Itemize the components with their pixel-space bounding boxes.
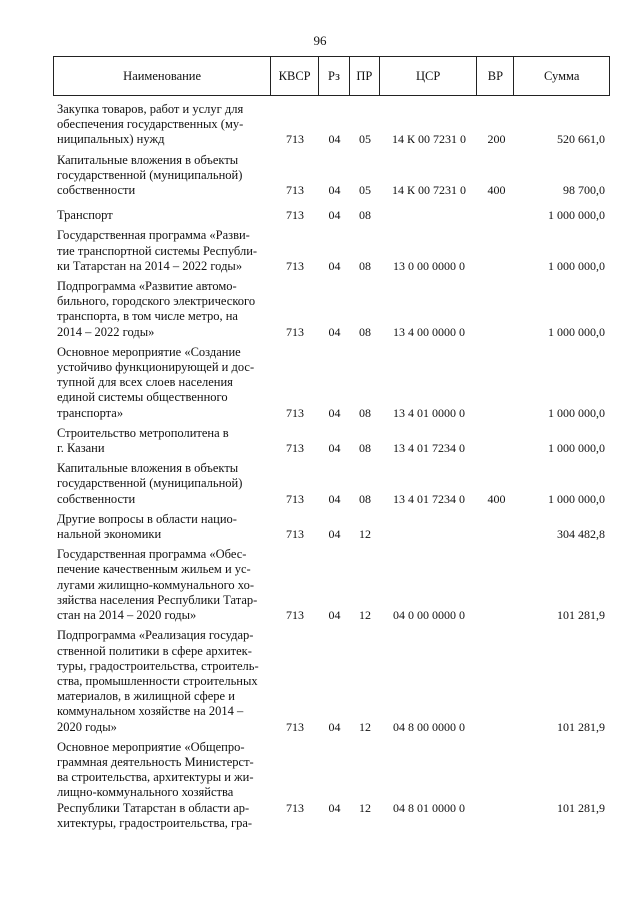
table-row <box>53 740 610 831</box>
row-sum: 304 482,8 <box>557 527 605 542</box>
row-csr: 13 0 00 0000 0 <box>393 258 465 273</box>
page-number: 96 <box>313 33 327 48</box>
row-pr: 12 <box>359 800 371 815</box>
row-pr: 08 <box>359 258 371 273</box>
row-sum: 101 281,9 <box>557 800 605 815</box>
row-rz: 04 <box>328 405 341 420</box>
table-row <box>53 153 610 199</box>
table-row <box>53 345 610 421</box>
row-csr: 13 4 00 0000 0 <box>393 324 465 339</box>
row-pr: 08 <box>359 405 371 420</box>
row-kvsr: 713 <box>286 258 304 273</box>
header-pr: ПР <box>350 57 380 95</box>
header-vr: ВР <box>477 57 514 95</box>
row-kvsr: 713 <box>286 132 304 147</box>
row-rz: 04 <box>328 441 341 456</box>
row-name: Государственная программа «Обес- печение качественным жильем и ус- лугами жилищно-коммунального хо- зяйства населения Республики Татар- стан на 2014 – 2020 годы» <box>57 547 258 623</box>
row-csr: 14 К 00 7231 0 <box>391 183 466 198</box>
row-rz: 04 <box>328 183 341 198</box>
row-rz: 04 <box>328 324 341 339</box>
header-csr: ЦСР <box>380 57 478 95</box>
row-rz: 04 <box>328 208 341 223</box>
row-kvsr: 713 <box>286 405 304 420</box>
row-csr: 14 К 00 7231 0 <box>391 132 466 147</box>
row-sum: 1 000 000,0 <box>548 405 605 420</box>
row-pr: 08 <box>359 491 371 506</box>
table-row <box>53 228 610 274</box>
row-name: Капитальные вложения в объекты государственной (муниципальной) собственности <box>57 461 243 506</box>
table-row <box>53 279 610 340</box>
table-body <box>53 102 610 836</box>
row-sum: 1 000 000,0 <box>548 491 605 506</box>
row-name: Подпрограмма «Реализация государ- ственной политики в сфере архитек- туры, градостроительства, строитель- ства, промышленности строительных материалов, в жилищной сфере и коммунальном хозяйстве на 2014 – 2020 годы» <box>57 628 259 734</box>
row-name: Основное мероприятие «Создание устойчиво функционирующей и дос- тупной для всех слоев населения единой системы общественного транспорта» <box>57 344 255 420</box>
row-sum: 1 000 000,0 <box>548 258 605 273</box>
row-sum: 101 281,9 <box>557 608 605 623</box>
row-rz: 04 <box>328 132 341 147</box>
row-name: Транспорт <box>57 208 113 223</box>
row-name: Закупка товаров, работ и услуг для обеспечения государственных (му- ниципальных) нужд <box>57 102 244 147</box>
row-csr: 13 4 01 0000 0 <box>393 405 465 420</box>
row-csr: 04 8 01 0000 0 <box>393 800 465 815</box>
row-pr: 08 <box>359 324 371 339</box>
row-sum: 98 700,0 <box>563 183 605 198</box>
row-kvsr: 713 <box>286 441 304 456</box>
row-sum: 520 661,0 <box>557 132 605 147</box>
row-sum: 1 000 000,0 <box>548 208 605 223</box>
row-name: Строительство метрополитена в г. Казани <box>57 425 229 456</box>
header-rz: Рз <box>319 57 350 95</box>
row-kvsr: 713 <box>286 491 304 506</box>
row-rz: 04 <box>328 719 341 734</box>
row-kvsr: 713 <box>286 324 304 339</box>
row-rz: 04 <box>328 527 341 542</box>
row-kvsr: 713 <box>286 608 304 623</box>
table-header <box>53 56 610 96</box>
row-pr: 12 <box>359 527 371 542</box>
row-vr: 400 <box>487 491 506 506</box>
row-pr: 12 <box>359 719 371 734</box>
row-vr: 200 <box>487 132 506 147</box>
row-name: Основное мероприятие «Общепро- граммная деятельность Министерст- ва строительства, архитектуры и жи- лищно-коммунального хозяйства Республики Татарстан в области ар- хитектуры, градостроительства, гра- <box>57 739 254 830</box>
row-csr: 13 4 01 7234 0 <box>393 491 465 506</box>
row-sum: 1 000 000,0 <box>548 441 605 456</box>
table-row <box>53 547 610 623</box>
header-name: Наименование <box>54 57 271 95</box>
row-kvsr: 713 <box>286 208 304 223</box>
row-csr: 04 0 00 0000 0 <box>393 608 465 623</box>
row-rz: 04 <box>328 491 341 506</box>
row-pr: 12 <box>359 608 371 623</box>
row-csr: 04 8 00 0000 0 <box>393 719 465 734</box>
row-kvsr: 713 <box>286 800 304 815</box>
row-pr: 08 <box>359 441 371 456</box>
row-name: Государственная программа «Разви- тие транспортной системы Республи- ки Татарстан на 2014 – 2022 годы» <box>57 228 258 273</box>
table-row <box>53 102 610 148</box>
header-kvsr: КВСР <box>271 57 319 95</box>
row-rz: 04 <box>328 258 341 273</box>
table-row <box>53 512 610 542</box>
row-rz: 04 <box>328 800 341 815</box>
header-sum: Сумма <box>543 68 580 83</box>
row-csr: 13 4 01 7234 0 <box>393 441 465 456</box>
row-pr: 05 <box>359 132 371 147</box>
row-kvsr: 713 <box>286 183 304 198</box>
row-sum: 1 000 000,0 <box>548 324 605 339</box>
row-sum: 101 281,9 <box>557 719 605 734</box>
row-kvsr: 713 <box>286 527 304 542</box>
row-name: Другие вопросы в области нацио- нальной экономики <box>57 511 237 542</box>
row-pr: 05 <box>359 183 371 198</box>
table-row <box>53 628 610 734</box>
row-name: Капитальные вложения в объекты государственной (муниципальной) собственности <box>57 152 243 198</box>
row-vr: 400 <box>487 183 506 198</box>
row-rz: 04 <box>328 608 341 623</box>
table-row <box>53 426 610 456</box>
row-name: Подпрограмма «Развитие автомо- бильного, городского электрического транспорта, в том числе метро, на 2014 – 2022 годы» <box>57 279 256 339</box>
row-kvsr: 713 <box>286 719 304 734</box>
table-row <box>53 461 610 507</box>
row-pr: 08 <box>359 208 371 223</box>
table-row <box>53 208 610 223</box>
